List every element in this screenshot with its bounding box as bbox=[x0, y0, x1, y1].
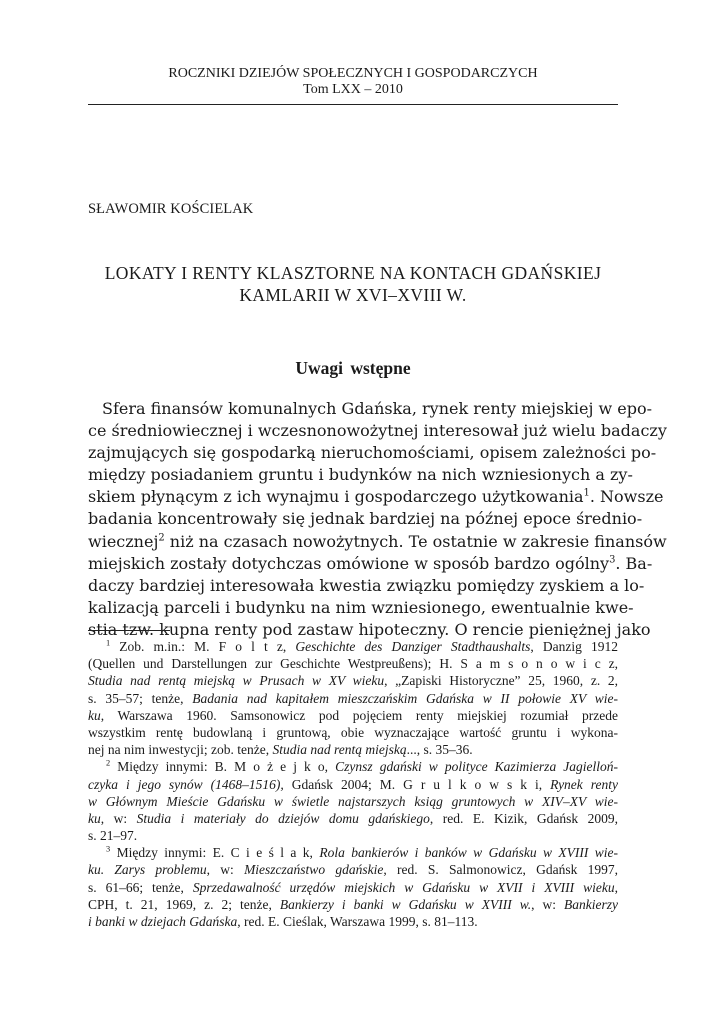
footnote-1-line bbox=[88, 672, 618, 689]
running-header bbox=[88, 66, 618, 98]
fn-text: , w: bbox=[100, 810, 137, 826]
footnote-number: 3 bbox=[106, 844, 111, 854]
footnote-number: 1 bbox=[106, 638, 111, 648]
fn-title: ku bbox=[88, 707, 101, 723]
fn-title: Rynek renty bbox=[550, 776, 619, 792]
footnote-3-line bbox=[88, 896, 618, 913]
fn-text: s. 61–66; tenże, bbox=[88, 879, 193, 895]
footnote-ref[interactable]: 1 bbox=[583, 488, 590, 500]
header-rule bbox=[88, 104, 618, 105]
body-text: skiem płynącym z ich wynajmu i gospodarczego użytkowania bbox=[88, 487, 584, 507]
fn-title: Rola bankierów i banków w Gdańsku w XVIII wie- bbox=[319, 845, 618, 861]
fn-text: Zob. m.in.: M. F o l t z, bbox=[110, 639, 296, 654]
footnote-2-line: s. 21–97. bbox=[88, 828, 138, 844]
body-line: Sfera finansów komunalnych Gdańska, rynek renty miejskiej w epo- bbox=[102, 399, 653, 418]
article-author: SŁAWOMIR KOŚCIELAK bbox=[88, 201, 254, 217]
fn-text: s. 35–57; tenże, bbox=[88, 690, 193, 706]
body-text: niż na czasach nowożytnych. Te ostatnie w zakresie finansów bbox=[164, 531, 667, 551]
body-line: zajmujących się gospodarką nieruchomościami, opisem zależności po- bbox=[88, 443, 657, 463]
fn-text: CPH, t. 21, 1969, z. 2; tenże, bbox=[88, 896, 280, 912]
fn-text: , Warszawa 1960. Samsonowicz pod pojęciem renty miejskiej rozumiał przede bbox=[100, 707, 618, 723]
fn-title: Czynsz gdański w polityce Kazimierza Jagielloń- bbox=[335, 759, 619, 775]
footnote-ref[interactable]: 3 bbox=[609, 554, 616, 566]
body-line: badania koncentrowały się jednak bardziej na późnej epoce średnio- bbox=[88, 509, 643, 529]
body-line: ce średniowiecznej i wczesnonowożytnej interesował już wielu badaczy bbox=[88, 421, 667, 441]
body-line: stia tzw. kupna renty pod zastaw hipoteczny. O rencie pieniężnej jako bbox=[88, 619, 651, 639]
fn-title: Studia i materiały do dziejów domu gdańskiego bbox=[136, 810, 430, 826]
footnote-3-line bbox=[88, 861, 618, 878]
fn-title: Sprzedawalność urzędów miejskich w Gdańsku w XVII i XVIII wieku bbox=[192, 879, 615, 895]
fn-text: Gdańsk 2004; M. G r u l k o w s k i, bbox=[283, 776, 551, 792]
footnote-1-line: (Quellen und Darstellungen zur Geschichte Westpreußens); H. S a m s o n o w i c z, bbox=[88, 656, 618, 672]
body-line: daczy bardziej interesowała kwestia związku pomiędzy zyskiem a lo- bbox=[88, 575, 645, 595]
footnote-2-line bbox=[88, 776, 618, 793]
footnote-2-line bbox=[88, 793, 618, 810]
title-line-1: LOKATY I RENTY KLASZTORNE NA KONTACH GDAŃSKIEJ bbox=[104, 263, 602, 283]
fn-title: w Głównym Mieście Gdańsku w świetle najstarszych ksiąg gruntowych w XIV–XV wie- bbox=[88, 793, 618, 809]
fn-text: , red. E. Kizik, Gdańsk 2009, bbox=[429, 810, 618, 826]
fn-text: , red. S. Salmonowicz, Gdańsk 1997, bbox=[383, 862, 618, 878]
fn-text: , Danzig 1912 bbox=[530, 639, 619, 654]
footnote-3-line bbox=[88, 879, 618, 896]
fn-text: , bbox=[614, 879, 618, 895]
body-line bbox=[88, 486, 664, 508]
fn-title: Studia nad rentą miejską w Prusach w XV wieku bbox=[88, 673, 385, 689]
fn-title: ku bbox=[88, 810, 101, 826]
footnote-3-line bbox=[88, 913, 618, 930]
footnote-3-line bbox=[88, 844, 618, 861]
fn-title: Bankierzy bbox=[564, 896, 619, 912]
fn-title: Studia nad rentą miejską bbox=[272, 742, 407, 758]
article-title bbox=[88, 262, 618, 306]
footnote-2-line bbox=[88, 758, 618, 775]
fn-text: , red. E. Cieślak, Warszawa 1999, s. 81–113. bbox=[237, 914, 478, 929]
fn-text: , w: bbox=[531, 896, 565, 912]
footnote-number: 2 bbox=[106, 758, 111, 768]
fn-title: i banki w dziejach Gdańska bbox=[88, 914, 238, 929]
fn-title: ku. Zarys problemu bbox=[88, 862, 207, 878]
body-paragraph bbox=[88, 398, 667, 641]
footnote-ref[interactable]: 2 bbox=[158, 532, 165, 544]
fn-text: Między innymi: E. C i e ś l a k, bbox=[110, 845, 320, 861]
fn-title: czyka i jego synów (1468–1516), bbox=[88, 776, 284, 792]
body-line bbox=[88, 531, 667, 553]
title-line-2: KAMLARII W XVI–XVIII W. bbox=[239, 285, 467, 305]
body-line bbox=[88, 553, 653, 575]
footnotes bbox=[88, 638, 618, 930]
fn-title: Badania nad kapitałem mieszczańskim Gdańska w II połowie XV wie- bbox=[192, 690, 618, 706]
body-line: kalizacją parceli i budynku na nim wzniesionego, ewentualnie kwe- bbox=[88, 597, 634, 617]
fn-text: Między innymi: B. M o ż e j k o, bbox=[110, 759, 336, 775]
body-text: miejskich zostały dotychczas omówione w sposób bardzo ogólny bbox=[88, 553, 610, 573]
body-text: wiecznej bbox=[88, 531, 159, 551]
fn-title: Bankierzy i banki w Gdańsku w XVIII w. bbox=[279, 896, 532, 912]
body-text: . Nowsze bbox=[589, 487, 664, 507]
fn-text: nej na nim inwestycji; zob. tenże, bbox=[88, 742, 273, 758]
footnote-1-line bbox=[88, 638, 618, 655]
body-line: między posiadaniem gruntu i budynków na nich wzniesionych a zy- bbox=[88, 465, 633, 485]
fn-title: Mieszczaństwo gdańskie bbox=[244, 862, 384, 878]
fn-text: ..., s. 35–36. bbox=[406, 742, 473, 758]
section-heading: Uwagi wstępne bbox=[295, 358, 411, 378]
footnote-rule bbox=[88, 630, 170, 631]
journal-title: ROCZNIKI DZIEJÓW SPOŁECZNYCH I GOSPODARCZYCH bbox=[168, 66, 538, 81]
footnote-2-line bbox=[88, 810, 618, 827]
footnote-1-line bbox=[88, 690, 618, 707]
footnote-1-line bbox=[88, 707, 618, 724]
fn-title: Geschichte des Danziger Stadthaushalts bbox=[295, 639, 531, 654]
volume-line: Tom LXX – 2010 bbox=[303, 82, 403, 97]
body-text: . Ba- bbox=[615, 553, 653, 573]
footnote-1-line: wszystkim rentę budowlaną i gruntową, obie wyznaczające wartość gruntu i wykona- bbox=[88, 724, 618, 740]
footnote-1-line bbox=[88, 741, 618, 758]
fn-text: , „Zapiski Historyczne” 25, 1960, z. 2, bbox=[384, 673, 618, 689]
fn-text: , w: bbox=[206, 862, 245, 878]
